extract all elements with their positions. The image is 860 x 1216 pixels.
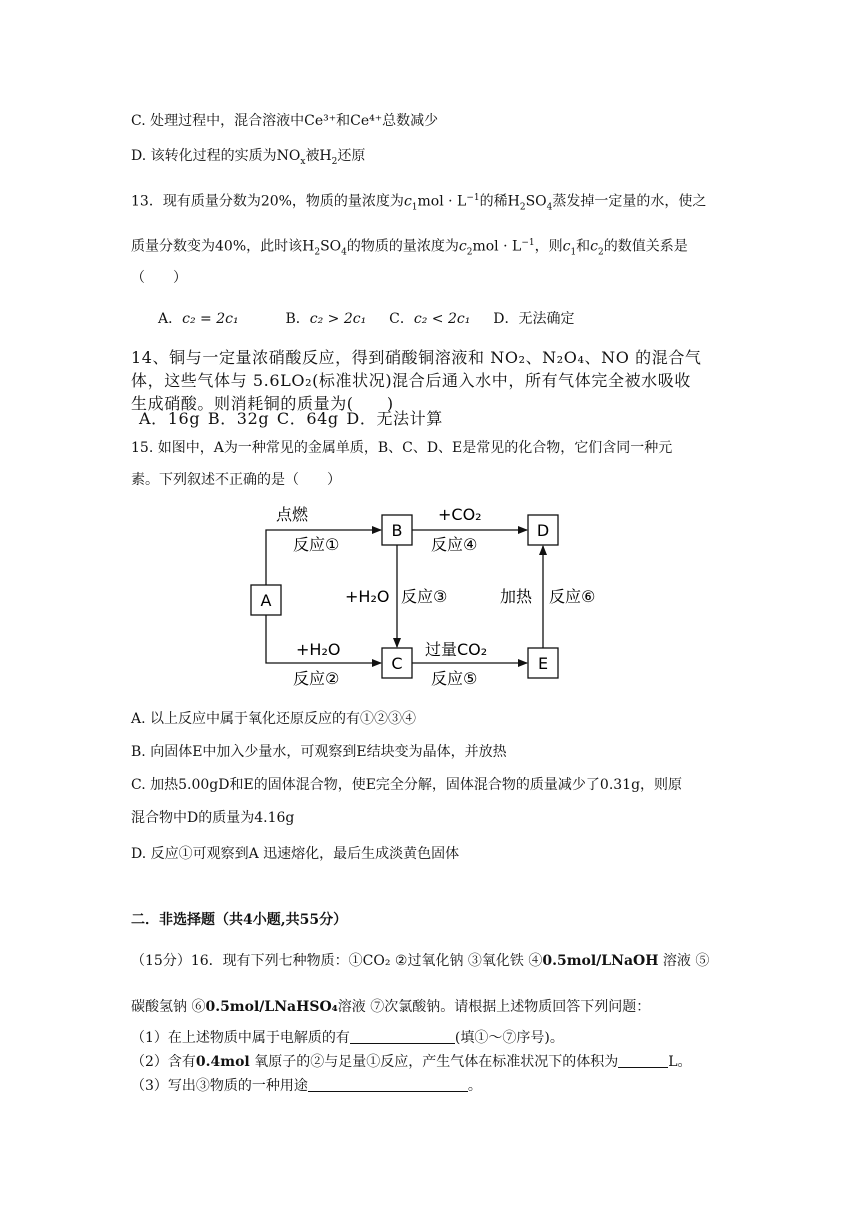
q12-option-c: C. 处理过程中，混合溶液中Ce³⁺和Ce⁴⁺总数减少: [131, 113, 439, 129]
label-r4-top: +CO₂: [438, 505, 482, 524]
label-r3-right: 反应③: [401, 587, 448, 606]
q15-option-d: D. 反应①可观察到A 迅速熔化，最后生成淡黄色固体: [131, 846, 460, 862]
q16-stem-line1: （15分）16．现有下列七种物质：①CO₂ ②过氧化钠 ③氧化铁 ④0.5mol/LNaOH 溶液 ⑤: [131, 953, 710, 969]
q15-option-a: A. 以上反应中属于氧化还原反应的有①②③④: [131, 711, 417, 727]
q15-stem-line1: 15. 如图中，A为一种常见的金属单质，B、C、D、E是常见的化合物，它们含同一种元: [131, 440, 673, 456]
q14-stem-line3: 生成硝酸。则消耗铜的质量为( ): [131, 394, 394, 413]
q15-stem-line2: 素。下列叙述不正确的是（ ）: [131, 472, 341, 488]
label-r5-top: 过量CO₂: [425, 640, 488, 659]
q16-part3: （3）写出③物质的一种用途 。: [131, 1078, 482, 1094]
node-d: D: [536, 521, 550, 540]
q15-reaction-diagram: [248, 498, 608, 694]
q16-stem-line2: 碳酸氢钠 ⑥0.5mol/LNaHSO₄溶液 ⑦次氯酸钠。请根据上述物质回答下列问题：: [131, 999, 651, 1015]
node-e: E: [537, 654, 549, 673]
q14-stem-line1: 14、铜与一定量浓硝酸反应，得到硝酸铜溶液和 NO₂、N₂O₄、NO 的混合气: [131, 348, 702, 367]
q16-part1-answer-blank[interactable]: [350, 1029, 455, 1044]
q13-stem-line1: 13．现有质量分数为20%，物质的量浓度为$c_1mol \cdot L^{-1}$的稀$H_2SO_4$蒸发掉一定量的水，使之: [131, 193, 707, 213]
q16-part2-answer-blank[interactable]: [618, 1053, 668, 1068]
section2-title: 二．非选择题（共4小题,共55分）: [131, 912, 348, 928]
q15-option-c-line1: C. 加热5.00gD和E的固体混合物，使E完全分解，固体混合物的质量减少了0.31g，则原: [131, 777, 683, 793]
node-c: C: [391, 654, 403, 673]
q16-part2: （2）含有0.4mol 氧原子的②与足量①反应，产生气体在标准状况下的体积为 L。: [131, 1054, 692, 1070]
label-r3-left: +H₂O: [345, 587, 390, 606]
label-r6-left: 加热: [500, 587, 533, 606]
q13-options: A．c₂ = 2c₁ B．c₂ > 2c₁ C．c₂ < 2c₁ D．无法确定: [158, 311, 575, 327]
label-r5-bottom: 反应⑤: [431, 669, 478, 688]
q15-option-b: B. 向固体E中加入少量水，可观察到E结块变为晶体，并放热: [131, 744, 507, 760]
label-r2-bottom: 反应②: [293, 669, 340, 688]
q13-stem-line2: 质量分数变为40%，此时该$H_2SO_4$的物质的量浓度为$c_2mol \cdot L^{-1}$，则$c_1$和$c_2$的数值关系是: [131, 238, 688, 258]
node-a: A: [260, 591, 272, 610]
q13-answer-paren: （ ）: [131, 270, 187, 286]
label-r1-bottom: 反应①: [293, 535, 340, 554]
label-r6-right: 反应⑥: [549, 587, 596, 606]
q16-part1: （1）在上述物质中属于电解质的有 (填①～⑦序号)。: [131, 1030, 564, 1046]
label-r2-top: +H₂O: [296, 640, 341, 659]
q15-option-c-line2: 混合物中D的质量为4.16g: [131, 810, 295, 826]
label-r1-top: 点燃: [276, 505, 309, 524]
label-r4-bottom: 反应④: [431, 535, 478, 554]
node-b: B: [391, 521, 403, 540]
q12-option-d: D. 该转化过程的实质为$NO_x$被$H_2$还原: [131, 148, 366, 167]
q14-options: A．16g B．32g C．64g D．无法计算: [139, 409, 443, 428]
q16-part3-answer-blank[interactable]: [308, 1077, 468, 1092]
q14-stem-line2: 体，这些气体与 5.6LO₂(标准状况)混合后通入水中，所有气体完全被水吸收: [131, 371, 691, 390]
